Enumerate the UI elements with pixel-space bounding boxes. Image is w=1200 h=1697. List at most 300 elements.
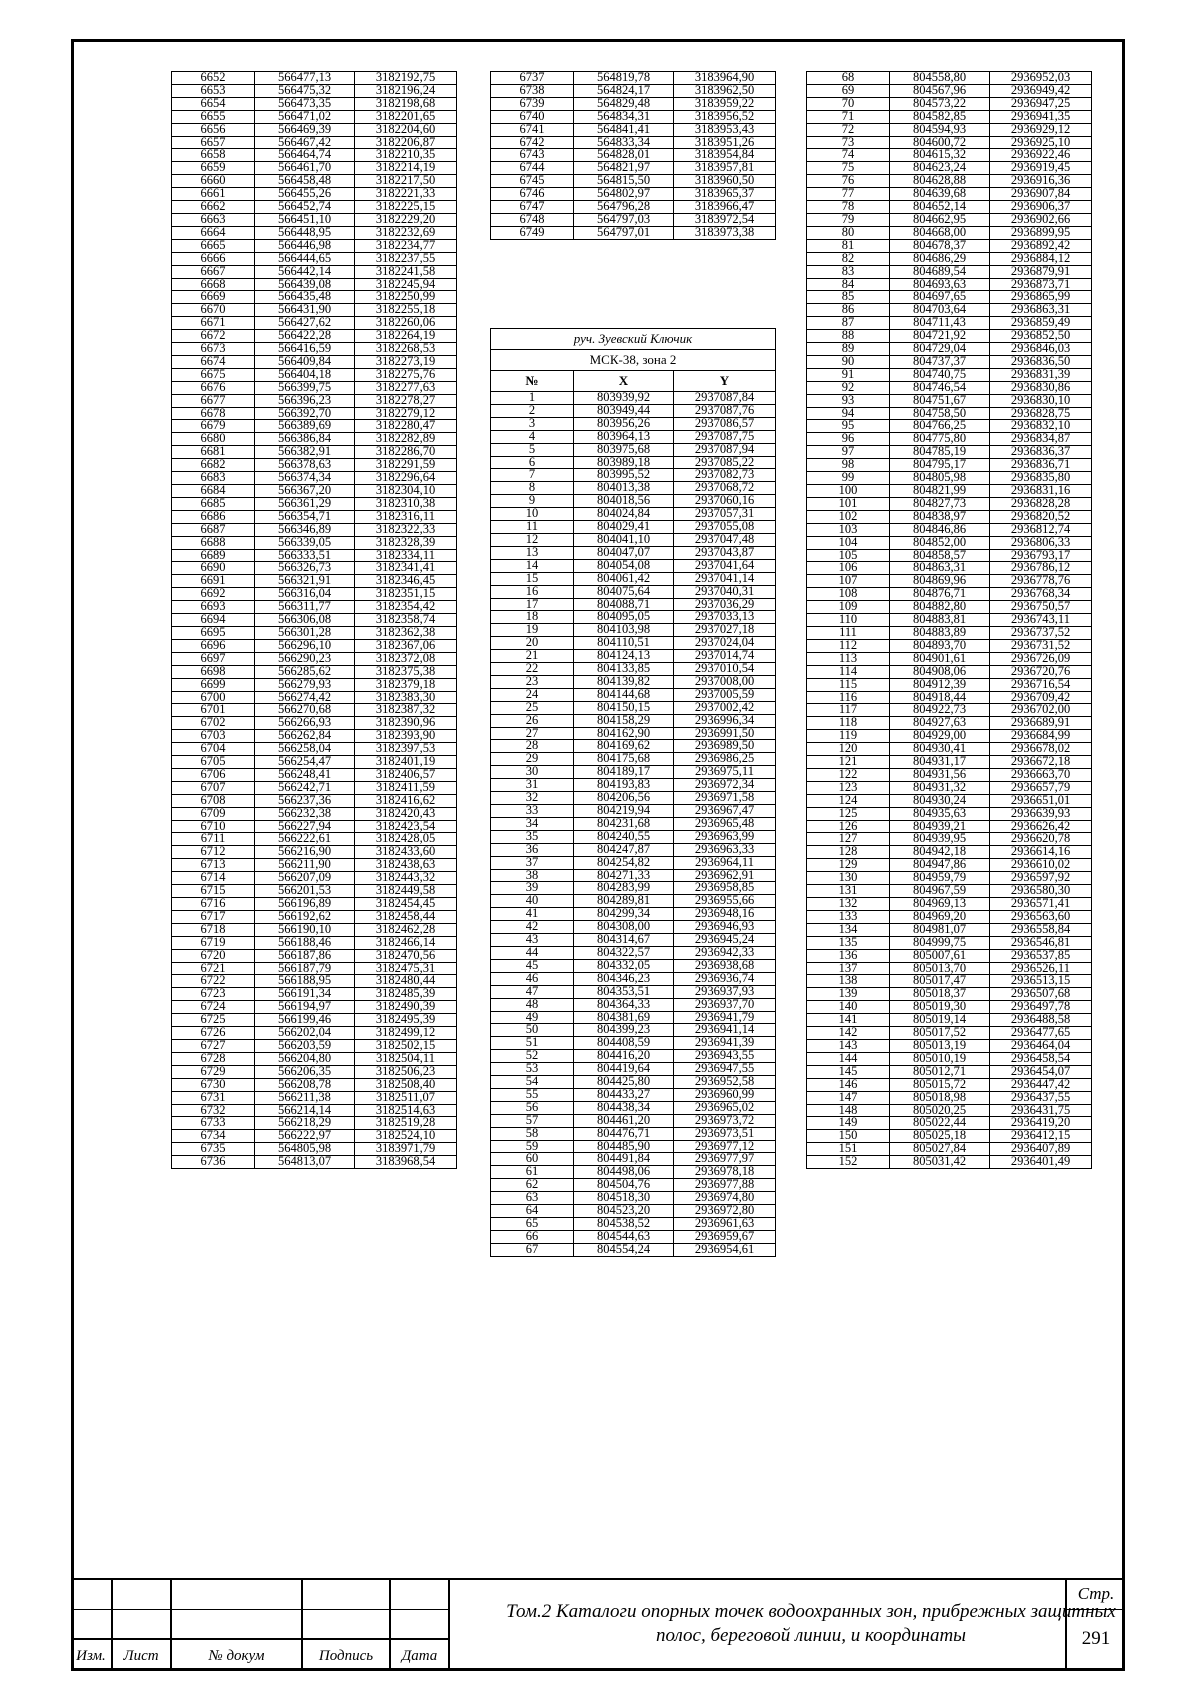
coordinate-y: 2936947,25 <box>990 97 1092 110</box>
coordinate-y: 3182449,58 <box>355 885 457 898</box>
point-number: 6683 <box>172 472 255 485</box>
coordinate-y: 3182375,38 <box>355 665 457 678</box>
point-number: 6667 <box>172 265 255 278</box>
table-row <box>172 84 457 97</box>
coordinate-x: 804018,56 <box>574 495 674 508</box>
coordinate-y: 2936412,15 <box>990 1130 1092 1143</box>
point-number: 136 <box>807 949 890 962</box>
coordinate-x: 566439,08 <box>255 278 355 291</box>
point-number: 6728 <box>172 1052 255 1065</box>
table-row <box>807 743 1092 756</box>
coordinate-y: 3182278,27 <box>355 394 457 407</box>
table-row <box>807 549 1092 562</box>
table-row <box>172 743 457 756</box>
coordinate-y: 3183960,50 <box>674 175 776 188</box>
table-row <box>172 820 457 833</box>
point-number: 94 <box>807 407 890 420</box>
point-number: 30 <box>491 766 574 779</box>
coordinate-x: 566386,84 <box>255 433 355 446</box>
coordinate-y: 2936750,57 <box>990 601 1092 614</box>
coordinate-y: 2936919,45 <box>990 162 1092 175</box>
point-number: 111 <box>807 626 890 639</box>
point-number: 6718 <box>172 923 255 936</box>
table-row <box>807 678 1092 691</box>
table-row <box>172 394 457 407</box>
coordinate-x: 804240,55 <box>574 830 674 843</box>
table-row <box>491 1011 776 1024</box>
coordinate-y: 2936626,42 <box>990 820 1092 833</box>
table-row <box>491 624 776 637</box>
table-row <box>491 1166 776 1179</box>
coordinate-x: 566416,59 <box>255 343 355 356</box>
table-row <box>172 988 457 1001</box>
coordinate-y: 3182511,07 <box>355 1091 457 1104</box>
point-number: 60 <box>491 1153 574 1166</box>
coordinate-y: 2936526,11 <box>990 962 1092 975</box>
point-number: 132 <box>807 898 890 911</box>
coordinate-y: 2936943,55 <box>674 1050 776 1063</box>
table-row <box>491 792 776 805</box>
coordinate-x: 804144,68 <box>574 688 674 701</box>
table-row <box>491 688 776 701</box>
point-number: 102 <box>807 510 890 523</box>
table-row <box>172 110 457 123</box>
coordinate-x: 566464,74 <box>255 149 355 162</box>
coordinates-table-right <box>806 71 1092 1169</box>
table-row <box>172 536 457 549</box>
table-row <box>172 97 457 110</box>
coordinate-x: 804162,90 <box>574 727 674 740</box>
point-number: 48 <box>491 998 574 1011</box>
table-row <box>807 278 1092 291</box>
point-number: 6681 <box>172 446 255 459</box>
coordinate-y: 3183959,22 <box>674 97 776 110</box>
coordinate-y: 3182282,89 <box>355 433 457 446</box>
coordinate-x: 805027,84 <box>890 1143 990 1156</box>
coordinate-y: 3182260,06 <box>355 317 457 330</box>
point-number: 56 <box>491 1101 574 1114</box>
coordinate-x: 804869,96 <box>890 575 990 588</box>
coordinate-x: 804931,17 <box>890 756 990 769</box>
coordinate-y: 2936973,72 <box>674 1114 776 1127</box>
coordinate-y: 2936836,37 <box>990 446 1092 459</box>
coordinate-y: 2936835,80 <box>990 472 1092 485</box>
table-row <box>491 495 776 508</box>
coordinate-y: 2936571,41 <box>990 898 1092 911</box>
point-number: 128 <box>807 846 890 859</box>
point-number: 75 <box>807 162 890 175</box>
coordinate-x: 804711,43 <box>890 317 990 330</box>
coordinate-x: 566188,46 <box>255 936 355 949</box>
point-number: 6654 <box>172 97 255 110</box>
table-row <box>172 756 457 769</box>
table-row <box>807 265 1092 278</box>
coordinate-x: 804931,56 <box>890 768 990 781</box>
table-row <box>807 497 1092 510</box>
coordinate-x: 566367,20 <box>255 485 355 498</box>
coordinate-y: 3182372,08 <box>355 652 457 665</box>
coordinate-y: 3182280,47 <box>355 420 457 433</box>
coordinate-x: 804381,69 <box>574 1011 674 1024</box>
coordinate-y: 3182204,60 <box>355 123 457 136</box>
coordinate-y: 3183951,26 <box>674 136 776 149</box>
table-row <box>491 392 776 405</box>
coordinate-x: 564796,28 <box>574 201 674 214</box>
coordinate-y: 2936941,79 <box>674 1011 776 1024</box>
table-row <box>807 1039 1092 1052</box>
coordinate-x: 566333,51 <box>255 549 355 562</box>
coordinate-y: 2936952,03 <box>990 72 1092 85</box>
point-number: 6692 <box>172 588 255 601</box>
table-row <box>491 727 776 740</box>
point-number: 6716 <box>172 898 255 911</box>
point-number: 99 <box>807 472 890 485</box>
table-row <box>807 446 1092 459</box>
point-number: 116 <box>807 691 890 704</box>
point-number: 88 <box>807 330 890 343</box>
point-number: 146 <box>807 1078 890 1091</box>
table-row <box>491 1127 776 1140</box>
coordinate-x: 566477,13 <box>255 72 355 85</box>
coordinate-x: 566444,65 <box>255 252 355 265</box>
table-row <box>807 317 1092 330</box>
coordinate-y: 2936786,12 <box>990 562 1092 575</box>
coordinate-y: 2936447,42 <box>990 1078 1092 1091</box>
table-row <box>807 72 1092 85</box>
coordinate-y: 2936863,31 <box>990 304 1092 317</box>
coordinate-y: 2937057,31 <box>674 508 776 521</box>
coordinate-y: 2936806,33 <box>990 536 1092 549</box>
table-row <box>172 213 457 226</box>
table-row <box>807 188 1092 201</box>
point-number: 6690 <box>172 562 255 575</box>
coordinate-x: 803949,44 <box>574 404 674 417</box>
coordinate-y: 3182291,59 <box>355 459 457 472</box>
point-number: 6709 <box>172 807 255 820</box>
point-number: 83 <box>807 265 890 278</box>
point-number: 78 <box>807 201 890 214</box>
coordinate-y: 3183954,84 <box>674 149 776 162</box>
point-number: 50 <box>491 1024 574 1037</box>
coordinate-x: 804061,42 <box>574 572 674 585</box>
coordinate-x: 564841,41 <box>574 123 674 136</box>
coordinate-x: 805022,44 <box>890 1117 990 1130</box>
coordinate-y: 3183965,37 <box>674 188 776 201</box>
table-row <box>807 936 1092 949</box>
point-number: 72 <box>807 123 890 136</box>
coordinate-x: 804930,24 <box>890 794 990 807</box>
coordinate-x: 804139,82 <box>574 675 674 688</box>
coordinate-y: 2936907,84 <box>990 188 1092 201</box>
table-row <box>807 730 1092 743</box>
table-row <box>491 766 776 779</box>
coordinate-y: 2937087,94 <box>674 443 776 456</box>
coordinate-y: 3182416,62 <box>355 794 457 807</box>
coordinate-x: 566187,86 <box>255 949 355 962</box>
label-revision: Изм. <box>76 1648 106 1664</box>
coordinate-y: 2936941,14 <box>674 1024 776 1037</box>
coordinate-y: 2936971,58 <box>674 792 776 805</box>
table-row <box>491 1205 776 1218</box>
point-number: 24 <box>491 688 574 701</box>
coordinate-y: 3182499,12 <box>355 1027 457 1040</box>
point-number: 6729 <box>172 1065 255 1078</box>
coordinate-y: 2936726,09 <box>990 652 1092 665</box>
table-row <box>807 201 1092 214</box>
table-row <box>172 678 457 691</box>
point-number: 6674 <box>172 355 255 368</box>
coordinate-x: 566448,95 <box>255 226 355 239</box>
coordinate-x: 804918,44 <box>890 691 990 704</box>
coordinate-y: 2936942,33 <box>674 946 776 959</box>
point-number: 6691 <box>172 575 255 588</box>
table-row <box>807 459 1092 472</box>
table-row <box>172 1027 457 1040</box>
table-row <box>172 523 457 536</box>
point-number: 49 <box>491 1011 574 1024</box>
table-row <box>807 252 1092 265</box>
table-row <box>172 949 457 962</box>
point-number: 6687 <box>172 523 255 536</box>
coordinate-x: 804169,62 <box>574 740 674 753</box>
point-number: 6688 <box>172 536 255 549</box>
coordinate-y: 2936830,10 <box>990 394 1092 407</box>
table-row <box>491 1050 776 1063</box>
point-number: 6656 <box>172 123 255 136</box>
point-number: 40 <box>491 895 574 908</box>
coordinate-x: 566290,23 <box>255 652 355 665</box>
point-number: 95 <box>807 420 890 433</box>
coordinate-x: 804124,13 <box>574 650 674 663</box>
coordinate-x: 805010,19 <box>890 1052 990 1065</box>
point-number: 149 <box>807 1117 890 1130</box>
coordinate-x: 804758,50 <box>890 407 990 420</box>
table-row <box>807 407 1092 420</box>
coordinate-x: 804558,80 <box>890 72 990 85</box>
coordinate-x: 804408,59 <box>574 1037 674 1050</box>
coordinate-y: 3182328,39 <box>355 536 457 549</box>
table-row <box>807 988 1092 1001</box>
table-row <box>491 817 776 830</box>
table-row <box>807 213 1092 226</box>
table-row <box>491 572 776 585</box>
coordinate-y: 2937086,57 <box>674 417 776 430</box>
table-row <box>807 110 1092 123</box>
coordinate-x: 564834,31 <box>574 110 674 123</box>
point-number: 134 <box>807 923 890 936</box>
point-number: 6695 <box>172 626 255 639</box>
table-row <box>807 1104 1092 1117</box>
coordinate-y: 2936977,88 <box>674 1179 776 1192</box>
table-row <box>807 485 1092 498</box>
point-number: 6670 <box>172 304 255 317</box>
point-number: 8 <box>491 482 574 495</box>
table-row <box>807 859 1092 872</box>
table-row <box>491 162 776 175</box>
coordinate-x: 566467,42 <box>255 136 355 149</box>
coordinate-x: 564797,01 <box>574 226 674 239</box>
point-number: 6736 <box>172 1156 255 1169</box>
table-row <box>491 482 776 495</box>
point-number: 14 <box>491 559 574 572</box>
coordinate-y: 2936836,50 <box>990 355 1092 368</box>
coordinate-x: 566399,75 <box>255 381 355 394</box>
coordinate-y: 3182462,28 <box>355 923 457 936</box>
point-number: 6743 <box>491 149 574 162</box>
point-number: 6708 <box>172 794 255 807</box>
point-number: 6747 <box>491 201 574 214</box>
table-row <box>172 420 457 433</box>
point-number: 11 <box>491 521 574 534</box>
coordinate-y: 3182401,19 <box>355 756 457 769</box>
point-number: 6711 <box>172 833 255 846</box>
point-number: 87 <box>807 317 890 330</box>
point-number: 38 <box>491 869 574 882</box>
table-row <box>807 355 1092 368</box>
coordinate-x: 566192,62 <box>255 910 355 923</box>
point-number: 6733 <box>172 1117 255 1130</box>
coordinate-x: 804623,24 <box>890 162 990 175</box>
coordinate-x: 804999,75 <box>890 936 990 949</box>
point-number: 69 <box>807 84 890 97</box>
coordinate-y: 3182362,38 <box>355 626 457 639</box>
table-row <box>491 533 776 546</box>
table-row <box>491 213 776 226</box>
coordinate-y: 2936952,58 <box>674 1076 776 1089</box>
coordinate-y: 2936978,18 <box>674 1166 776 1179</box>
point-number: 66 <box>491 1230 574 1243</box>
table-row <box>807 575 1092 588</box>
point-number: 6672 <box>172 330 255 343</box>
point-number: 73 <box>807 136 890 149</box>
table-row <box>807 962 1092 975</box>
point-number: 6705 <box>172 756 255 769</box>
coordinate-y: 3182423,54 <box>355 820 457 833</box>
point-number: 82 <box>807 252 890 265</box>
point-number: 109 <box>807 601 890 614</box>
point-number: 137 <box>807 962 890 975</box>
coordinate-y: 2936937,93 <box>674 985 776 998</box>
coordinate-y: 3183968,54 <box>355 1156 457 1169</box>
table-row <box>491 908 776 921</box>
coordinate-x: 804193,83 <box>574 779 674 792</box>
header-number: № <box>491 371 574 392</box>
coordinate-y: 2936948,16 <box>674 908 776 921</box>
point-number: 6715 <box>172 885 255 898</box>
table-row <box>491 856 776 869</box>
coordinate-x: 804133,85 <box>574 663 674 676</box>
point-number: 105 <box>807 549 890 562</box>
point-number: 26 <box>491 714 574 727</box>
table-row <box>172 510 457 523</box>
coordinate-y: 2936947,55 <box>674 1063 776 1076</box>
point-number: 151 <box>807 1143 890 1156</box>
coordinate-x: 804766,25 <box>890 420 990 433</box>
point-number: 150 <box>807 1130 890 1143</box>
point-number: 6696 <box>172 639 255 652</box>
point-number: 126 <box>807 820 890 833</box>
table-row <box>807 691 1092 704</box>
table-row <box>172 149 457 162</box>
table-row <box>172 317 457 330</box>
coordinate-x: 564802,97 <box>574 188 674 201</box>
point-number: 144 <box>807 1052 890 1065</box>
table-row <box>172 846 457 859</box>
coordinate-y: 2936945,24 <box>674 934 776 947</box>
label-date: Дата <box>401 1648 438 1664</box>
table-row <box>491 110 776 123</box>
point-number: 129 <box>807 859 890 872</box>
point-number: 7 <box>491 469 574 482</box>
coordinate-y: 3182232,69 <box>355 226 457 239</box>
coordinate-x: 566296,10 <box>255 639 355 652</box>
point-number: 6655 <box>172 110 255 123</box>
coordinate-y: 2936989,50 <box>674 740 776 753</box>
table-row <box>172 162 457 175</box>
table-row <box>491 430 776 443</box>
coordinate-x: 804969,13 <box>890 898 990 911</box>
point-number: 77 <box>807 188 890 201</box>
coordinate-y: 3182196,24 <box>355 84 457 97</box>
table-row <box>172 898 457 911</box>
coordinate-x: 804254,82 <box>574 856 674 869</box>
coordinate-y: 3183966,47 <box>674 201 776 214</box>
coordinate-y: 2936967,47 <box>674 805 776 818</box>
point-number: 59 <box>491 1140 574 1153</box>
coordinate-x: 804652,14 <box>890 201 990 214</box>
coordinate-y: 2936865,99 <box>990 291 1092 304</box>
coordinate-x: 566451,10 <box>255 213 355 226</box>
table-row <box>807 975 1092 988</box>
coordinate-x: 804693,63 <box>890 278 990 291</box>
coordinate-y: 2936684,99 <box>990 730 1092 743</box>
coordinate-x: 566222,61 <box>255 833 355 846</box>
point-number: 6657 <box>172 136 255 149</box>
coordinate-x: 804299,34 <box>574 908 674 921</box>
coordinate-x: 805025,18 <box>890 1130 990 1143</box>
point-number: 54 <box>491 1076 574 1089</box>
label-sheet: Лист <box>123 1648 159 1664</box>
table-row <box>807 1014 1092 1027</box>
table-row <box>491 123 776 136</box>
coordinate-x: 804189,17 <box>574 766 674 779</box>
coordinate-x: 804582,85 <box>890 110 990 123</box>
coordinate-y: 3182490,39 <box>355 1001 457 1014</box>
table-row <box>172 433 457 446</box>
coordinate-x: 566404,18 <box>255 368 355 381</box>
coordinate-x: 804876,71 <box>890 588 990 601</box>
coordinate-x: 804901,61 <box>890 652 990 665</box>
point-number: 92 <box>807 381 890 394</box>
point-number: 133 <box>807 910 890 923</box>
point-number: 135 <box>807 936 890 949</box>
point-number: 6732 <box>172 1104 255 1117</box>
coordinate-y: 2937041,64 <box>674 559 776 572</box>
coordinate-y: 3182480,44 <box>355 975 457 988</box>
point-number: 6726 <box>172 1027 255 1040</box>
coordinate-x: 566382,91 <box>255 446 355 459</box>
point-number: 62 <box>491 1179 574 1192</box>
coordinate-x: 804491,84 <box>574 1153 674 1166</box>
point-number: 6665 <box>172 239 255 252</box>
point-number: 6722 <box>172 975 255 988</box>
table-row <box>491 1114 776 1127</box>
coordinate-y: 2936899,95 <box>990 226 1092 239</box>
point-number: 65 <box>491 1218 574 1231</box>
point-number: 25 <box>491 701 574 714</box>
coordinate-x: 804838,97 <box>890 510 990 523</box>
coordinate-x: 804485,90 <box>574 1140 674 1153</box>
